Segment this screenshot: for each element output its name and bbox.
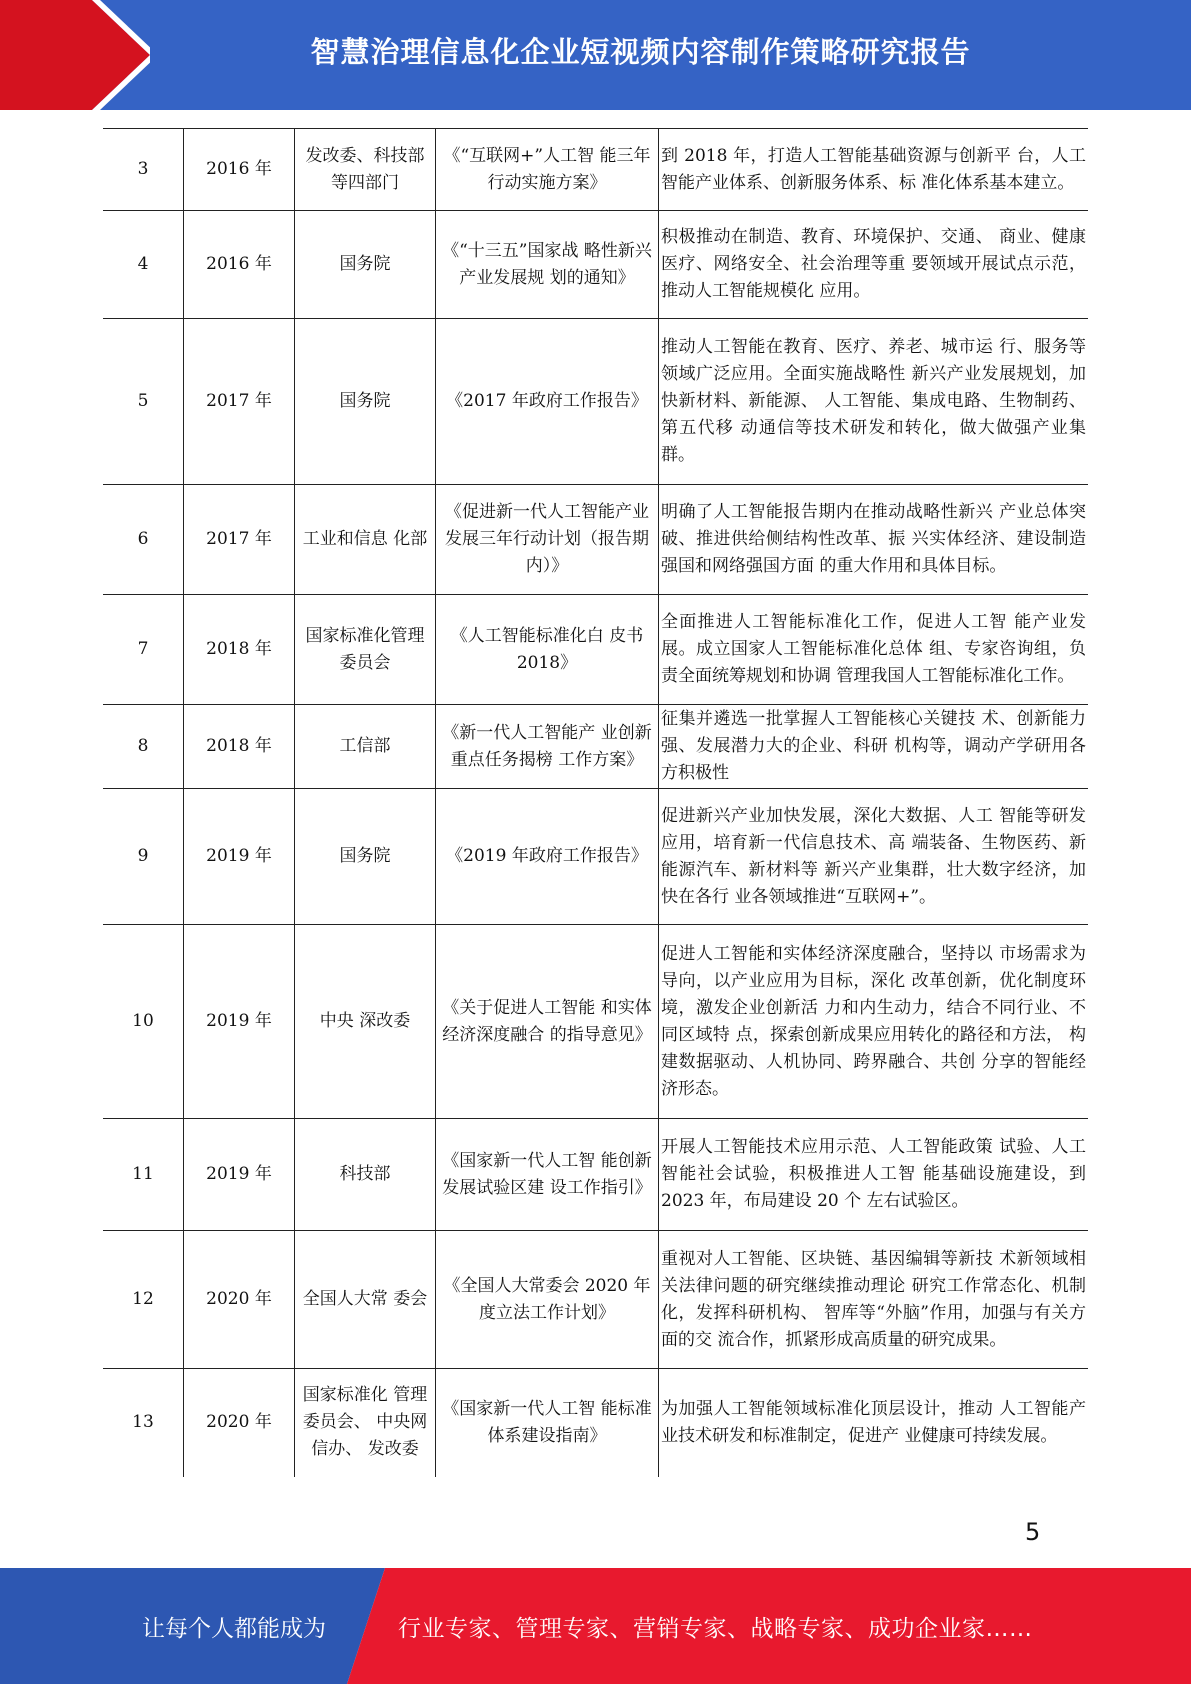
row-department-cell: 国务院 bbox=[295, 211, 436, 319]
row-number-cell: 6 bbox=[103, 485, 184, 595]
row-year-cell: 2016 年 bbox=[184, 129, 295, 211]
row-description-cell: 促进新兴产业加快发展，深化大数据、人工 智能等研发应用，培育新一代信息技术、高 端装备、生物医药、新能源汽车、新材料等 新兴产业集群，壮大数字经济，加快在各行 业各领域推进“互联网+”。 bbox=[659, 789, 1089, 925]
row-description-cell: 到 2018 年，打造人工智能基础资源与创新平 台，人工智能产业体系、创新服务体系、标 准化体系基本建立。 bbox=[659, 129, 1089, 211]
row-number-cell: 8 bbox=[103, 705, 184, 789]
row-department-cell: 工信部 bbox=[295, 705, 436, 789]
row-description-cell: 重视对人工智能、区块链、基因编辑等新技 术新领域相关法律问题的研究继续推动理论 研究工作常态化、机制化，发挥科研机构、 智库等“外脑”作用，加强与有关方面的交 流合作，抓紧形成高质量的研究成果。 bbox=[659, 1231, 1089, 1369]
row-description-cell: 为加强人工智能领域标准化顶层设计，推动 人工智能产业技术研发和标准制定，促进产 业健康可持续发展。 bbox=[659, 1369, 1089, 1477]
table-row bbox=[103, 705, 1088, 789]
row-year-cell: 2018 年 bbox=[184, 595, 295, 705]
row-number-cell: 7 bbox=[103, 595, 184, 705]
row-department-cell: 国家标准化管理委员会 bbox=[295, 595, 436, 705]
row-department-cell: 全国人大常 委会 bbox=[295, 1231, 436, 1369]
header-arrow-decoration bbox=[0, 0, 150, 110]
row-document-cell: 《新一代人工智能产 业创新重点任务揭榜 工作方案》 bbox=[436, 705, 659, 789]
row-year-cell: 2019 年 bbox=[184, 1119, 295, 1231]
row-description-cell: 全面推进人工智能标准化工作，促进人工智 能产业发展。成立国家人工智能标准化总体 组、专家咨询组，负责全面统筹规划和协调 管理我国人工智能标准化工作。 bbox=[659, 595, 1089, 705]
row-description-cell: 推动人工智能在教育、医疗、养老、城市运 行、服务等领域广泛应用。全面实施战略性 新兴产业发展规划，加快新材料、新能源、 人工智能、集成电路、生物制药、第五代移 动通信等技术研发和转化，做大做强产业集 群。 bbox=[659, 319, 1089, 485]
row-year-cell: 2017 年 bbox=[184, 485, 295, 595]
row-number-cell: 11 bbox=[103, 1119, 184, 1231]
row-document-cell: 《全国人大常委会 2020 年度立法工作计划》 bbox=[436, 1231, 659, 1369]
policy-table bbox=[103, 128, 1088, 1477]
table-row bbox=[103, 595, 1088, 705]
table-row bbox=[103, 129, 1088, 211]
row-year-cell: 2020 年 bbox=[184, 1231, 295, 1369]
table-row bbox=[103, 319, 1088, 485]
row-document-cell: 《促进新一代人工智能产业发展三年行动计划（报告期内）》 bbox=[436, 485, 659, 595]
footer-slogan-left: 让每个人都能成为 bbox=[142, 1615, 326, 1642]
row-department-cell: 国家标准化 管理委员会、 中央网信办、 发改委 bbox=[295, 1369, 436, 1477]
row-document-cell: 《2017 年政府工作报告》 bbox=[436, 319, 659, 485]
row-year-cell: 2020 年 bbox=[184, 1369, 295, 1477]
footer-slogan-right: 行业专家、管理专家、营销专家、战略专家、成功企业家…… bbox=[398, 1615, 1033, 1642]
table-row bbox=[103, 211, 1088, 319]
row-number-cell: 5 bbox=[103, 319, 184, 485]
row-number-cell: 3 bbox=[103, 129, 184, 211]
row-document-cell: 《国家新一代人工智 能标准体系建设指南》 bbox=[436, 1369, 659, 1477]
row-document-cell: 《“十三五”国家战 略性新兴产业发展规 划的通知》 bbox=[436, 211, 659, 319]
row-year-cell: 2018 年 bbox=[184, 705, 295, 789]
row-number-cell: 4 bbox=[103, 211, 184, 319]
row-description-cell: 积极推动在制造、教育、环境保护、交通、 商业、健康医疗、网络安全、社会治理等重 要领域开展试点示范，推动人工智能规模化 应用。 bbox=[659, 211, 1089, 319]
row-document-cell: 《关于促进人工智能 和实体经济深度融合 的指导意见》 bbox=[436, 925, 659, 1119]
row-year-cell: 2017 年 bbox=[184, 319, 295, 485]
row-description-cell: 开展人工智能技术应用示范、人工智能政策 试验、人工智能社会试验，积极推进人工智 能基础设施建设，到 2023 年，布局建设 20 个 左右试验区。 bbox=[659, 1119, 1089, 1231]
row-description-cell: 促进人工智能和实体经济深度融合，坚持以 市场需求为导向，以产业应用为目标，深化 改革创新，优化制度环境，激发企业创新活 力和内生动力，结合不同行业、不同区域特 点，探索创新成果应用转化的路径和方法， 构建数据驱动、人机协同、跨界融合、共创 分享的智能经济形态。 bbox=[659, 925, 1089, 1119]
row-year-cell: 2016 年 bbox=[184, 211, 295, 319]
row-document-cell: 《人工智能标准化白 皮书 2018》 bbox=[436, 595, 659, 705]
page-footer bbox=[0, 1568, 1191, 1684]
page-number: 5 bbox=[1025, 1518, 1041, 1546]
row-year-cell: 2019 年 bbox=[184, 789, 295, 925]
policy-table-container bbox=[103, 128, 1088, 1477]
row-department-cell: 发改委、科技部等四部门 bbox=[295, 129, 436, 211]
page-header bbox=[0, 0, 1191, 110]
row-description-cell: 明确了人工智能报告期内在推动战略性新兴 产业总体突破、推进供给侧结构性改革、振 兴实体经济、建设制造强国和网络强国方面 的重大作用和具体目标。 bbox=[659, 485, 1089, 595]
row-year-cell: 2019 年 bbox=[184, 925, 295, 1119]
report-title: 智慧治理信息化企业短视频内容制作策略研究报告 bbox=[310, 34, 971, 69]
row-number-cell: 13 bbox=[103, 1369, 184, 1477]
row-department-cell: 工业和信息 化部 bbox=[295, 485, 436, 595]
table-row bbox=[103, 789, 1088, 925]
table-row bbox=[103, 485, 1088, 595]
row-department-cell: 中央 深改委 bbox=[295, 925, 436, 1119]
row-document-cell: 《国家新一代人工智 能创新发展试验区建 设工作指引》 bbox=[436, 1119, 659, 1231]
row-number-cell: 9 bbox=[103, 789, 184, 925]
row-document-cell: 《2019 年政府工作报告》 bbox=[436, 789, 659, 925]
table-row bbox=[103, 1369, 1088, 1477]
row-department-cell: 国务院 bbox=[295, 789, 436, 925]
row-department-cell: 科技部 bbox=[295, 1119, 436, 1231]
row-description-cell: 征集并遴选一批掌握人工智能核心关键技 术、创新能力强、发展潜力大的企业、科研 机构等，调动产学研用各方积极性 bbox=[659, 705, 1089, 789]
row-number-cell: 12 bbox=[103, 1231, 184, 1369]
row-number-cell: 10 bbox=[103, 925, 184, 1119]
table-row bbox=[103, 925, 1088, 1119]
table-row bbox=[103, 1231, 1088, 1369]
row-department-cell: 国务院 bbox=[295, 319, 436, 485]
table-row bbox=[103, 1119, 1088, 1231]
row-document-cell: 《“互联网+”人工智 能三年行动实施方案》 bbox=[436, 129, 659, 211]
